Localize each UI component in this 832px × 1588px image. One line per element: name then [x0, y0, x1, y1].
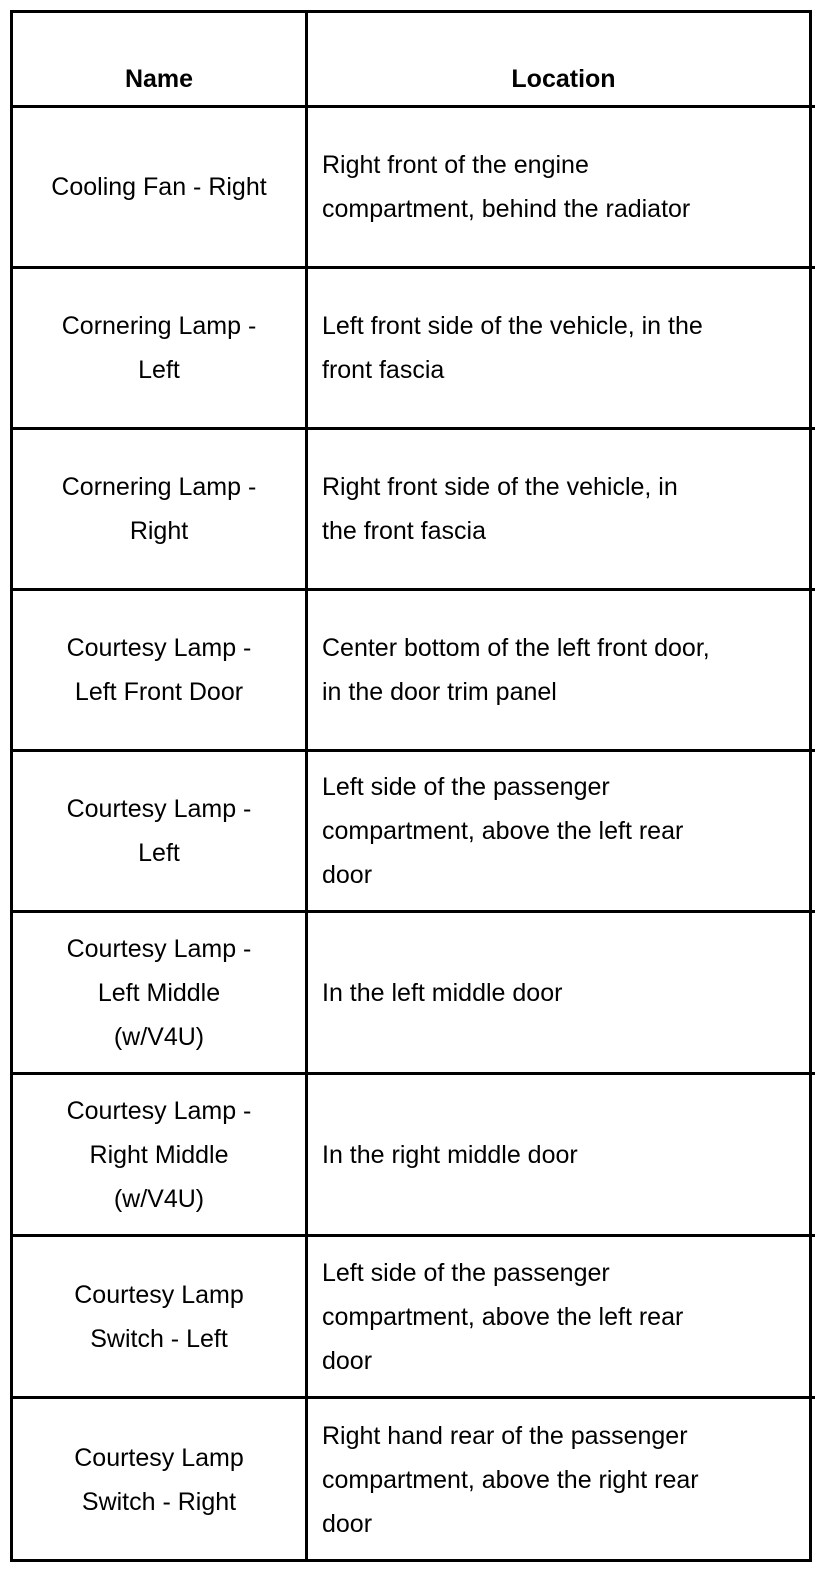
- row-location: Right front of the engine compartment, behind the radiator: [308, 108, 815, 269]
- row-name: Courtesy Lamp - Left: [13, 752, 308, 913]
- row-name: Cooling Fan - Right: [13, 108, 308, 269]
- header-name: Name: [13, 13, 308, 108]
- row-location: Right front side of the vehicle, in the front fascia: [308, 430, 815, 591]
- row-name: Cornering Lamp - Right: [13, 430, 308, 591]
- component-location-table: [10, 10, 812, 1562]
- header-location: Location: [308, 13, 815, 108]
- row-name: Cornering Lamp - Left: [13, 269, 308, 430]
- row-name: Courtesy Lamp - Left Front Door: [13, 591, 308, 752]
- row-location: Left side of the passenger compartment, above the left rear door: [308, 1237, 815, 1399]
- row-name: Courtesy Lamp - Left Middle (w/V4U): [13, 913, 308, 1075]
- row-name: Courtesy Lamp - Right Middle (w/V4U): [13, 1075, 308, 1237]
- row-location: Center bottom of the left front door, in the door trim panel: [308, 591, 815, 752]
- row-location: In the right middle door: [308, 1075, 815, 1237]
- row-location: Left side of the passenger compartment, above the left rear door: [308, 752, 815, 913]
- row-location: In the left middle door: [308, 913, 815, 1075]
- row-location: Left front side of the vehicle, in the front fascia: [308, 269, 815, 430]
- row-name: Courtesy Lamp Switch - Left: [13, 1237, 308, 1399]
- row-name: Courtesy Lamp Switch - Right: [13, 1399, 308, 1561]
- row-location: Right hand rear of the passenger compartment, above the right rear door: [322, 1422, 699, 1538]
